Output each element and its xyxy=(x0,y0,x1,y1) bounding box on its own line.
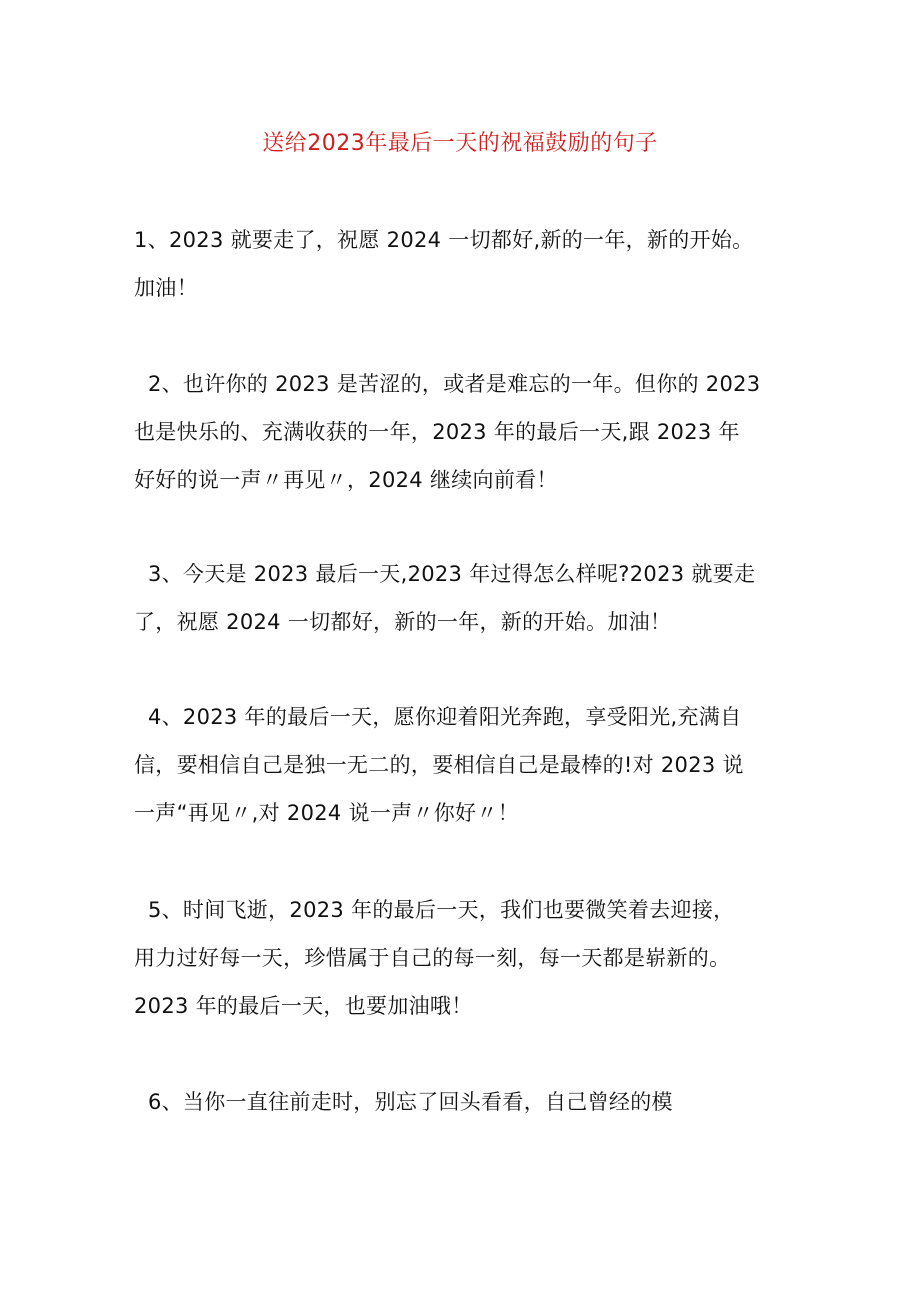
paragraph-line: 2、也许你的 2023 是苦涩的，或者是难忘的一年。但你的 2023 xyxy=(134,372,761,396)
paragraph-3 xyxy=(134,550,796,646)
paragraph-1 xyxy=(134,216,796,312)
paragraph-line: 1、2023 就要走了，祝愿 2024 一切都好,新的一年，新的开始。 xyxy=(134,228,754,252)
paragraph-line: 一声“再见〃,对 2024 说一声〃你好〃！ xyxy=(134,801,519,825)
paragraph-line: 好好的说一声〃再见〃，2024 继续向前看！ xyxy=(134,468,558,492)
paragraph-4 xyxy=(134,693,796,837)
paragraph-2 xyxy=(134,360,796,504)
document-title: 送给2023年最后一天的祝福鼓励的句子 xyxy=(262,131,658,156)
paragraph-line: 6、当你一直往前走时，别忘了回头看看，自己曾经的模 xyxy=(134,1090,673,1114)
paragraph-line: 4、2023 年的最后一天，愿你迎着阳光奔跑，享受阳光,充满自 xyxy=(134,705,742,729)
paragraph-line: 信，要相信自己是独一无二的，要相信自己是最棒的!对 2023 说 xyxy=(134,753,744,777)
paragraph-line: 也是快乐的、充满收获的一年，2023 年的最后一天,跟 2023 年 xyxy=(134,420,740,444)
paragraph-line: 加油！ xyxy=(134,276,198,300)
paragraph-line: 5、时间飞逝，2023 年的最后一天，我们也要微笑着去迎接， xyxy=(134,898,735,922)
paragraph-line: 3、今天是 2023 最后一天,2023 年过得怎么样呢?2023 就要走 xyxy=(134,562,756,586)
paragraph-line: 2023 年的最后一天，也要加油哦！ xyxy=(134,994,473,1018)
paragraph-line: 了，祝愿 2024 一切都好，新的一年，新的开始。加油！ xyxy=(134,610,672,634)
paragraph-6 xyxy=(134,1078,796,1126)
paragraph-5 xyxy=(134,886,796,1030)
paragraph-line: 用力过好每一天，珍惜属于自己的每一刻，每一天都是崭新的。 xyxy=(134,946,731,970)
